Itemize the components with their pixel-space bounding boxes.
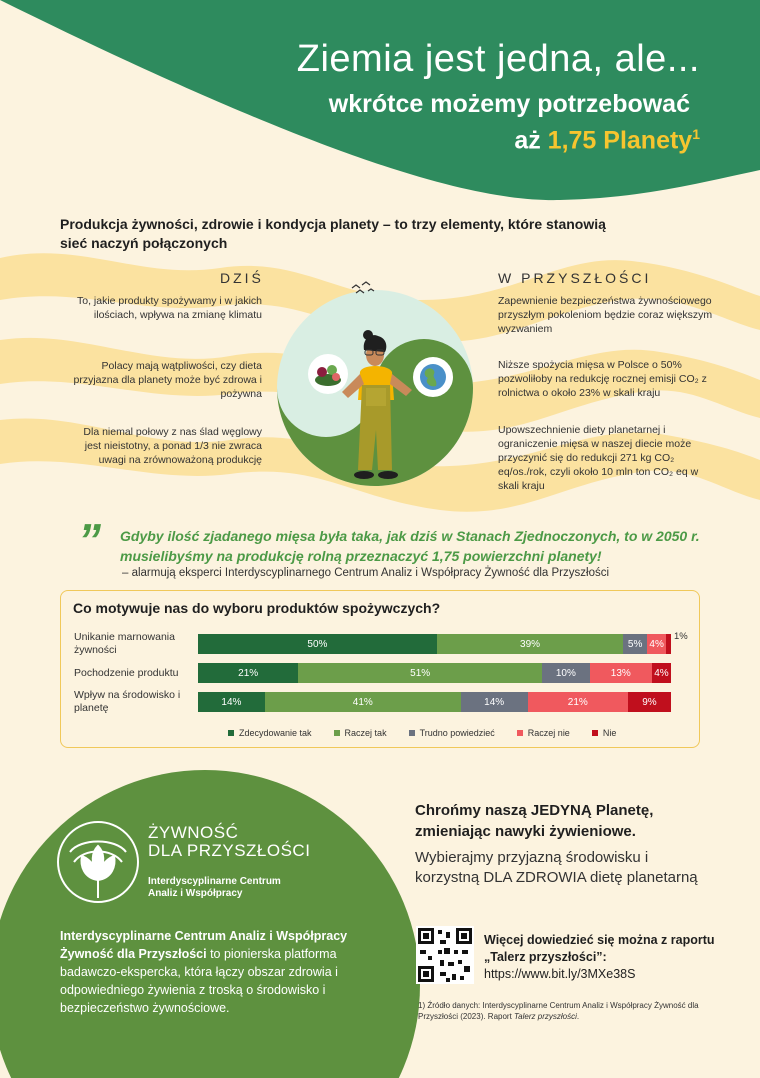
cta-headline: Chrońmy naszą JEDYNĄ Planetę, zmieniając nawyki żywieniowe.: [415, 802, 654, 840]
chart-bar-segment: [542, 663, 590, 683]
page-subtitle-highlight: aż 1,75 Planety$^1$: [514, 126, 700, 155]
future-heading: W PRZYSZŁOŚCI: [498, 270, 652, 286]
intro-text: Produkcja żywności, zdrowie i kondycja planety – to trzy elementy, które stanowią sieć naczyń połączonych: [60, 216, 606, 251]
chart-bar-segment: [461, 692, 528, 712]
chart-bar-row: [198, 634, 671, 654]
chart-data-label: 4%: [654, 667, 669, 679]
chart-title: Co motywuje nas do wyboru produktów spożywczych?: [73, 600, 441, 616]
chart-category-label: Unikanie marnowania żywności: [74, 631, 175, 656]
chart-bar-segment: [198, 663, 298, 683]
legend-label: Nie: [602, 728, 617, 738]
chart-data-label: 14%: [484, 696, 505, 708]
chart-bar-segment: [265, 692, 461, 712]
chart-bar-segment: [198, 634, 437, 654]
qr-code-icon: [416, 926, 474, 984]
quote-attribution: – alarmują eksperci Interdyscyplinarnego Centrum Analiz i Współpracy Żywność dla Przyszłości: [122, 567, 610, 579]
legend-item: [334, 728, 387, 738]
legend-label: Raczej tak: [344, 728, 387, 738]
about-text: Interdyscyplinarne Centrum Analiz i Współpracy Żywność dla Przyszłości to pionierska platforma badawczo-ekspercka, która łączy obszar zdrowia i odpowiedniego żywienia z troską o środowisko i bezpieczeństwo żywnościowe.: [60, 929, 348, 1015]
legend-label: Trudno powiedzieć: [419, 728, 495, 738]
chart-bar-segment: [590, 663, 652, 683]
legend-swatch: [517, 730, 523, 736]
earth-icon: [420, 364, 446, 390]
legend-item: [517, 728, 570, 738]
chart-data-label: 21%: [238, 667, 259, 679]
legend-label: Zdecydowanie tak: [239, 728, 312, 738]
chart-category-label: Wpływ na środowisko i planetę: [74, 689, 181, 714]
chart-data-label: 14%: [221, 696, 242, 708]
quote-mark-icon: ”: [78, 514, 101, 566]
chart-bar-segment: [652, 663, 671, 683]
chart-value-label: 1%: [674, 631, 688, 642]
page-subtitle: wkrótce możemy potrzebować: [328, 90, 690, 118]
legend-label: Raczej nie: [527, 728, 570, 738]
chart-bar-segment: [623, 634, 647, 654]
chart-data-label: 21%: [567, 696, 588, 708]
planets-highlight: 1,75 Planety: [547, 126, 693, 155]
footnote: 1) Źródło danych: Interdyscyplinarne Centrum Analiz i Współpracy Żywność dla Przyszłości (2023). Raport Talerz przyszłości.: [418, 1001, 699, 1021]
chart-data-label: 51%: [410, 667, 431, 679]
chart-bar-segment: [666, 634, 671, 654]
brand-subtitle: Interdyscyplinarne Centrum Analiz i Współpracy: [148, 876, 281, 899]
page-title: Ziemia jest jedna, ale...: [296, 38, 700, 80]
legend-item: [228, 728, 312, 738]
legend-swatch: [409, 730, 415, 736]
legend-swatch: [228, 730, 234, 736]
quote-text: Gdyby ilość zjadanego mięsa była taka, jak dziś w Stanach Zjednoczonych, to w 2050 r. musielibyśmy na produkcję rolną przeznaczyć 1,75 powierzchni planety!: [120, 528, 700, 564]
chart-data-label: 39%: [520, 638, 541, 650]
chart-data-label: 13%: [610, 667, 631, 679]
chart-bar-segment: [647, 634, 666, 654]
cta-subtext: Wybierajmy przyjazną środowisku i korzystną DLA ZDROWIA dietę planetarną: [415, 849, 698, 886]
legend-item: [409, 728, 495, 738]
report-link[interactable]: https://www.bit.ly/3MXe38S: [484, 967, 636, 981]
chart-bar-segment: [437, 634, 623, 654]
legend-item: [592, 728, 617, 738]
chart-data-label: 50%: [307, 638, 328, 650]
chart-category-label: Pochodzenie produktu: [74, 667, 179, 679]
legend-swatch: [592, 730, 598, 736]
future-item: Niższe spożycia mięsa w Polsce o 50% pozwoliłoby na redukcję rocznej emisji CO₂ z rolnictwa o około 23% w skali kraju: [498, 359, 707, 399]
chart-bar-segment: [198, 692, 265, 712]
today-item: To, jakie produkty spożywamy i w jakich ilościach, wpływa na zmianę klimatu: [77, 295, 262, 321]
brand-name: ŻYWNOŚĆ DLA PRZYSZŁOŚCI: [148, 823, 311, 860]
future-item: Zapewnienie bezpieczeństwa żywnościowego przyszłym pokoleniom będzie coraz większym wyzwaniem: [498, 295, 713, 335]
chart-legend: [228, 728, 616, 738]
bottom-circle: [0, 770, 420, 1078]
chart-bar-segment: [528, 692, 628, 712]
chart-data-label: 10%: [555, 667, 576, 679]
chart-bar-row: [198, 663, 671, 683]
chart-bar-segment: [298, 663, 542, 683]
chart-data-label: 41%: [352, 696, 373, 708]
today-item: Polacy mają wątpliwości, czy dieta przyjazna dla planety może być zdrowa i pożywna: [73, 360, 262, 400]
future-item: Upowszechnienie diety planetarnej i ograniczenie mięsa w naszej diecie może przyczynić się do redukcji 271 kg CO₂ eq/os./rok, czyli około 10 mln ton CO₂ eq w skali kraju: [498, 424, 699, 492]
report-info: Więcej dowiedzieć się można z raportu „Talerz przyszłości”: https://www.bit.ly/3MXe38S: [484, 932, 724, 983]
chart-data-label: 5%: [627, 638, 643, 650]
chart-bar-segment: [628, 692, 671, 712]
today-heading: DZIŚ: [220, 270, 264, 286]
legend-swatch: [334, 730, 340, 736]
today-item: Dla niemal połowy z nas ślad węglowy jest nieistotny, a ponad 1/3 nie zwraca uwagi na zrównoważoną produkcję: [83, 426, 262, 466]
chart-data-label: 9%: [642, 696, 657, 708]
chart-bar-row: [198, 692, 671, 712]
chart-data-label: 4%: [649, 638, 664, 650]
footnote-ref: 1: [692, 126, 700, 142]
